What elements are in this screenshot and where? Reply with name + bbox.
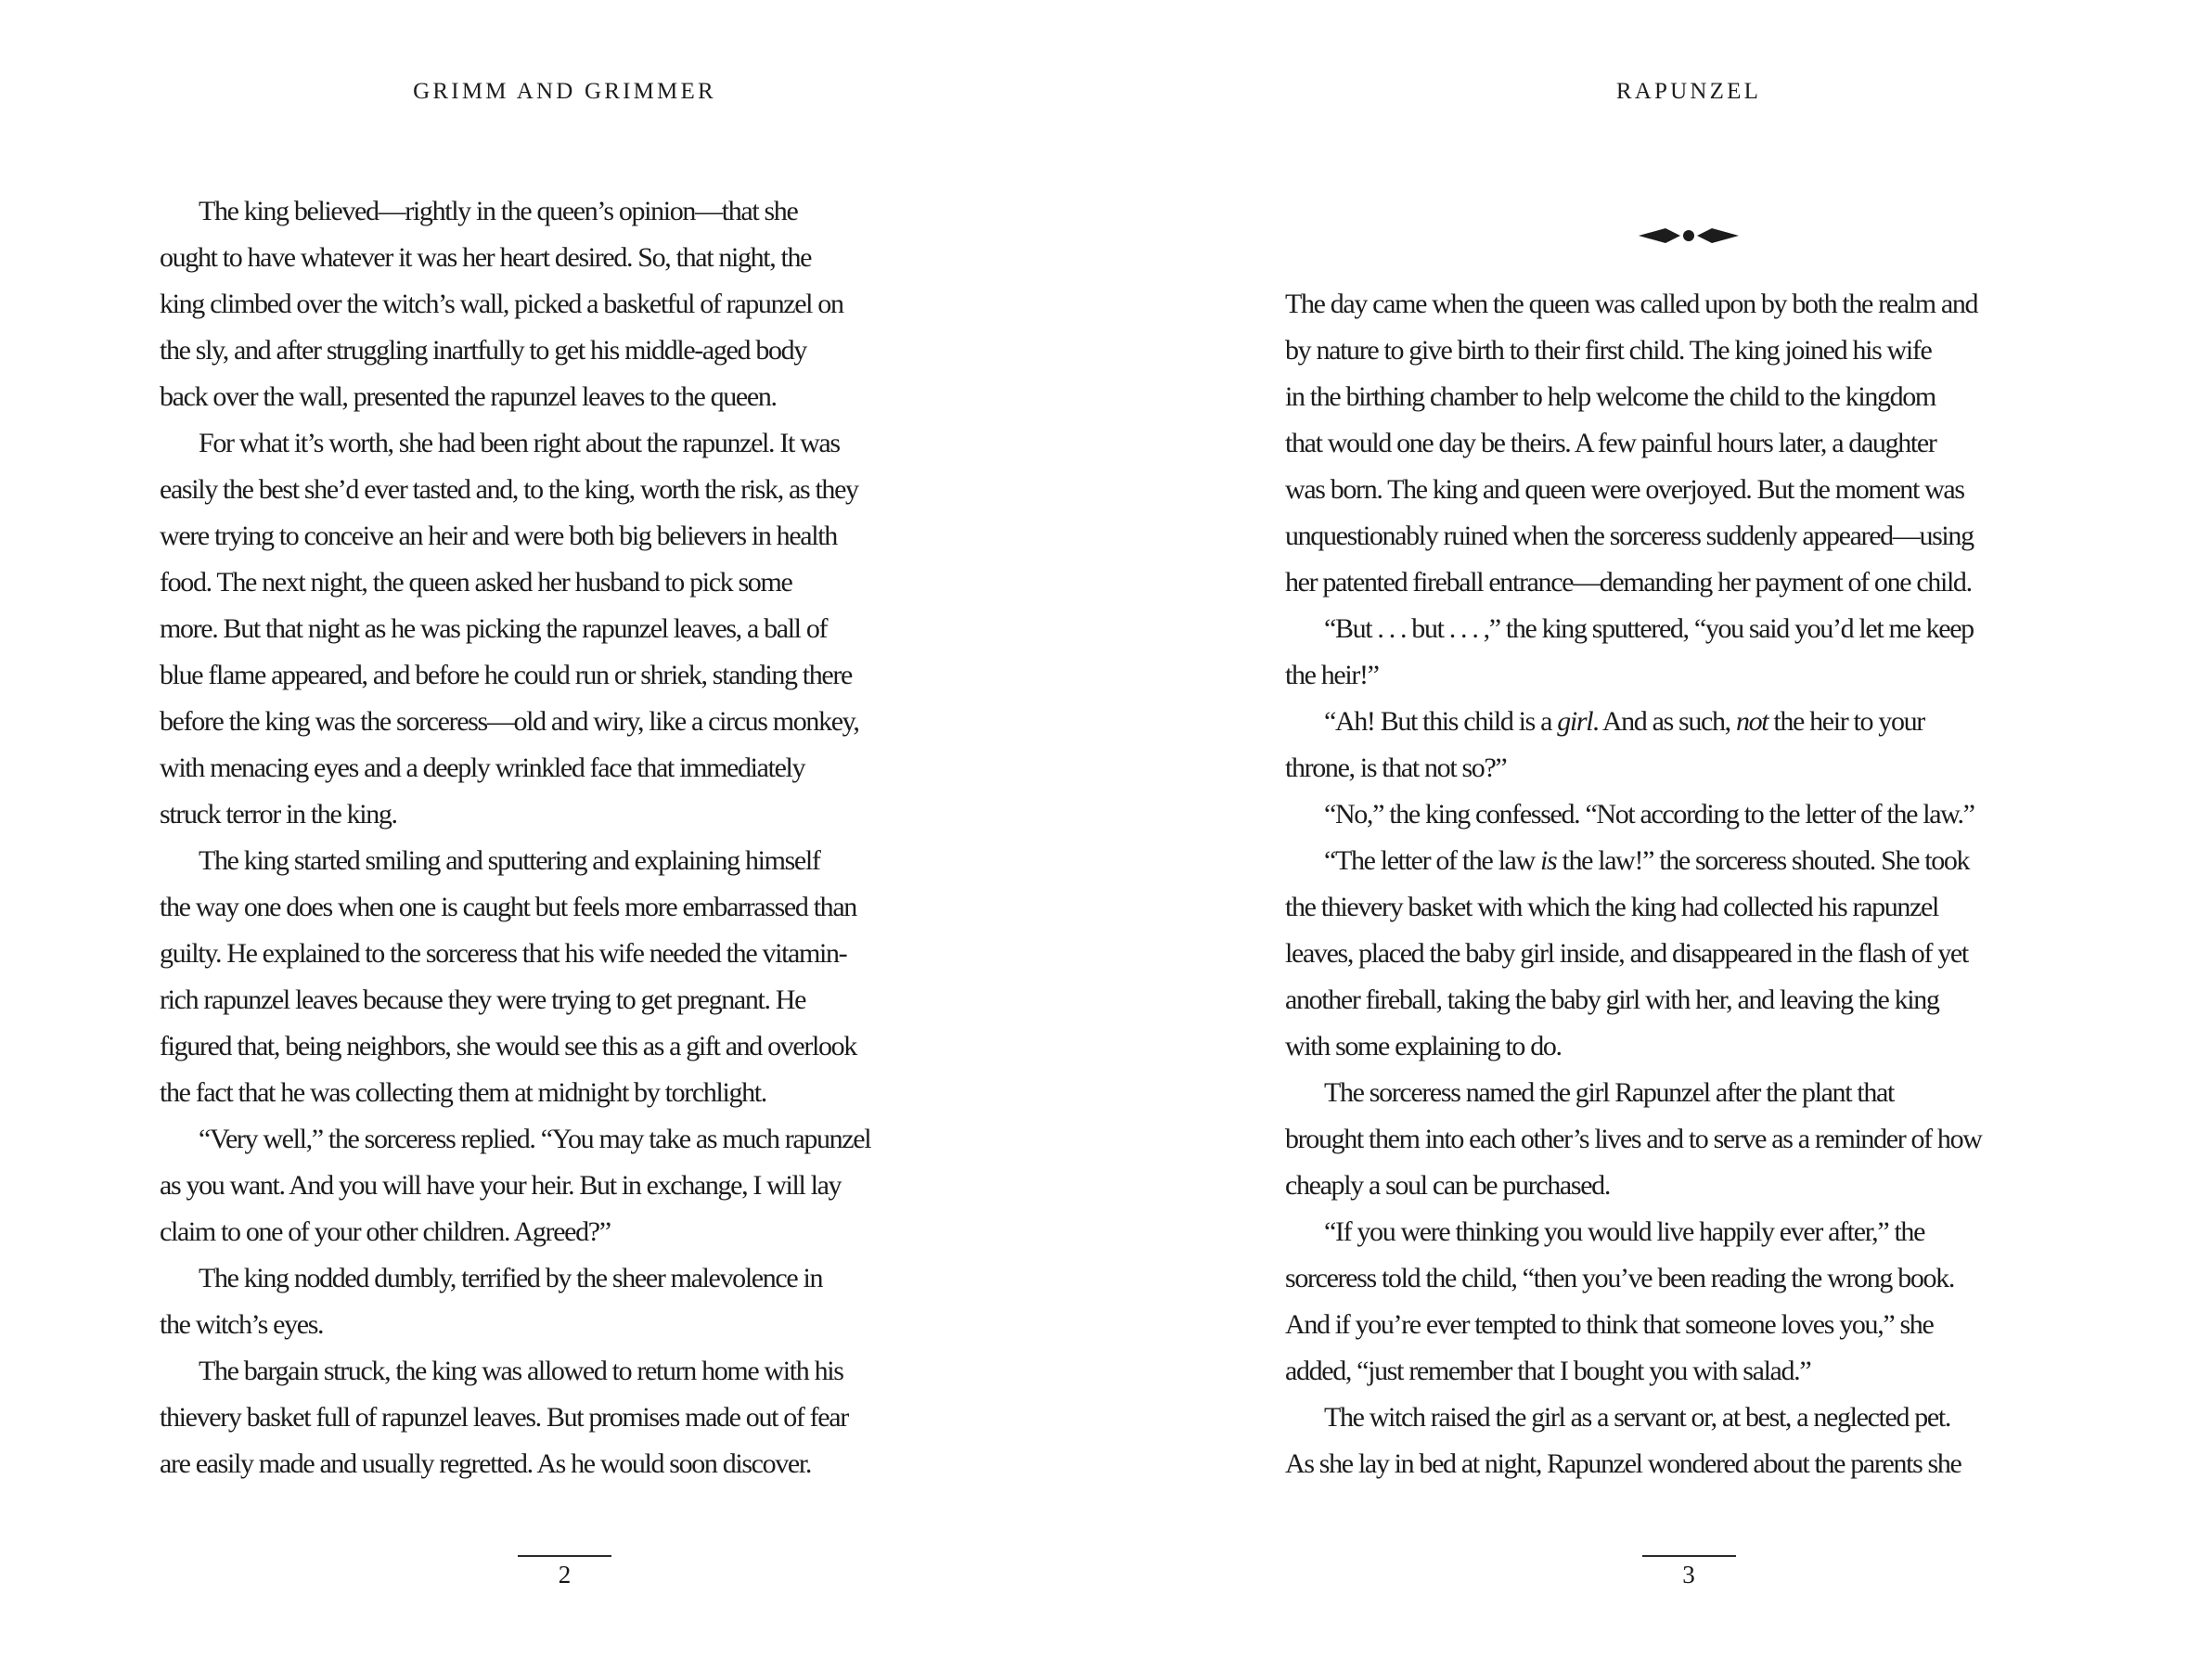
text-line: by nature to give birth to their first child. The king joined his wife [1285,335,1932,366]
page-number: 3 [1682,1561,1695,1588]
text-line: back over the wall, presented the rapunzel leaves to the queen. [160,381,777,412]
folio-left [160,1555,970,1589]
text-line: claim to one of your other children. Agreed?” [160,1216,611,1247]
text-line: blue flame appeared, and before he could run or shriek, standing there [160,660,852,690]
running-head-left: GRIMM AND GRIMMER [413,79,716,104]
text-line: The witch raised the girl as a servant or, at best, a neglected pet. [1324,1402,1951,1433]
page-left [160,0,970,1672]
text-line: rich rapunzel leaves because they were trying to get pregnant. He [160,984,806,1015]
text-line: brought them into each other’s lives and to serve as a reminder of how [1285,1124,1982,1154]
text-line: the witch’s eyes. [160,1309,324,1340]
text-line: sorceress told the child, “then you’ve been reading the wrong book. [1285,1263,1954,1293]
text-line: The sorceress named the girl Rapunzel after the plant that [1324,1077,1894,1108]
text-line: unquestionably ruined when the sorceress suddenly appeared—using [1285,521,1974,551]
text-line: before the king was the sorceress—old and wiry, like a circus monkey, [160,706,859,737]
text-line: ought to have whatever it was her heart desired. So, that night, the [160,242,812,273]
text-line: “If you were thinking you would live happily ever after,” the [1324,1216,1925,1247]
text-line: in the birthing chamber to help welcome the child to the kingdom [1285,381,1936,412]
text-line: “Very well,” the sorceress replied. “You may take as much rapunzel [199,1124,871,1154]
text-line: struck terror in the king. [160,799,397,830]
page-number: 2 [558,1561,572,1588]
text-line: The bargain struck, the king was allowed to return home with his [199,1356,843,1386]
text-line: thievery basket full of rapunzel leaves. But promises made out of fear [160,1402,848,1433]
text-line: “No,” the king confessed. “Not according to the letter of the law.” [1324,799,1974,830]
text-line: was born. The king and queen were overjoyed. But the moment was [1285,474,1964,505]
text-line: the thievery basket with which the king had collected his rapunzel [1285,892,1938,922]
folio-rule [518,1555,611,1557]
text-line: throne, is that not so?” [1285,752,1507,783]
text-line: For what it’s worth, she had been right about the rapunzel. It was [199,428,840,458]
folio-rule [1642,1555,1736,1557]
text-line: as you want. And you will have your heir. But in exchange, I will lay [160,1170,842,1201]
left-page-text [160,188,970,1487]
text-line: “But . . . but . . . ,” the king sputtered, “you said you’d let me keep [1324,613,1974,644]
text-line: cheaply a soul can be purchased. [1285,1170,1610,1201]
text-line: with some explaining to do. [1285,1031,1562,1061]
text-line: And if you’re ever tempted to think that someone loves you,” she [1285,1309,1934,1340]
text-line: guilty. He explained to the sorceress that his wife needed the vitamin- [160,938,847,969]
text-line: that would one day be theirs. A few painful hours later, a daughter [1285,428,1936,458]
text-line: the way one does when one is caught but feels more embarrassed than [160,892,856,922]
text-line: The king nodded dumbly, terrified by the sheer malevolence in [199,1263,823,1293]
text-line: easily the best she’d ever tasted and, to the king, worth the risk, as they [160,474,858,505]
folio-right [1285,1555,2092,1589]
text-line: added, “just remember that I bought you with salad.” [1285,1356,1811,1386]
right-page-text [1285,281,2092,1487]
text-line: are easily made and usually regretted. As he would soon discover. [160,1448,812,1479]
text-line: food. The next night, the queen asked her husband to pick some [160,567,792,598]
diamond-dot-diamond-fleuron-icon [1638,225,1740,247]
text-line: “Ah! But this child is a girl. And as such, not the heir to your [1324,706,1924,737]
section-divider [1285,225,2092,247]
text-line: her patented fireball entrance—demanding her payment of one child. [1285,567,1972,598]
running-head-right: RAPUNZEL [1615,79,1762,104]
text-line: the sly, and after struggling inartfully to get his middle-aged body [160,335,806,366]
text-line: the fact that he was collecting them at midnight by torchlight. [160,1077,766,1108]
text-line: king climbed over the witch’s wall, picked a basketful of rapunzel on [160,289,843,319]
page-right [1285,0,2092,1672]
text-line: figured that, being neighbors, she would see this as a gift and overlook [160,1031,856,1061]
text-line: another fireball, taking the baby girl with her, and leaving the king [1285,984,1939,1015]
text-line: As she lay in bed at night, Rapunzel wondered about the parents she [1285,1448,1961,1479]
text-line: “The letter of the law is the law!” the sorceress shouted. She took [1324,845,1970,876]
text-line: The king believed—rightly in the queen’s opinion—that she [199,196,798,226]
text-line: leaves, placed the baby girl inside, and disappeared in the flash of yet [1285,938,1968,969]
text-line: The day came when the queen was called upon by both the realm and [1285,289,1978,319]
text-line: more. But that night as he was picking the rapunzel leaves, a ball of [160,613,828,644]
text-line: with menacing eyes and a deeply wrinkled face that immediately [160,752,805,783]
text-line: were trying to conceive an heir and were both big believers in health [160,521,837,551]
text-line: The king started smiling and sputtering and explaining himself [199,845,820,876]
text-line: the heir!” [1285,660,1379,690]
